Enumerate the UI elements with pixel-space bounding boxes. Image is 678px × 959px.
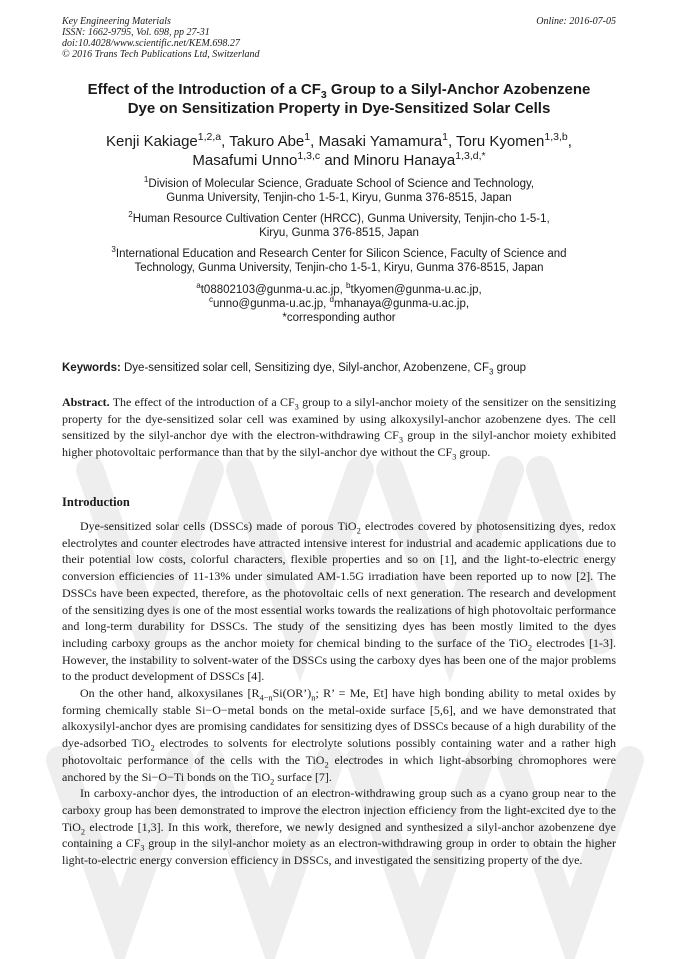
journal-doi: doi:10.4028/www.scientific.net/KEM.698.27 [62,38,240,49]
introduction-body [62,518,616,869]
affiliation-3: $^3$International Education and Research Center for Silicon Science, Faculty of Science and Technology, Gunma University, Tenjin-cho 1-5-1, Kiryu, Gunma 376-8515, Japan [111,245,567,274]
abstract: Abstract. The effect of the introduction of a $CF_3$ group to a silyl-anchor moiety of the sensitizer on the sensitizing property for the dye-sensitized solar cell was examined by using alkoxysilyl-anchor azobenzene dyes. The cell sensitized by the silyl-anchor dye with the electron-withdrawing $CF_3$ group in the silyl-anchor moiety exhibited higher photovoltaic performance than that by the silyl-anchor dye without the $CF_3$ group. [62,395,617,462]
author-list: Kenji Kakiage$^{1,2,a}$, Takuro Abe$^1$, Masaki Yamamura$^1$, Toru Kyomen$^{1,3,b}$, Masafumi Unno$^{1,3,c}$ and Minoru Hanaya$^{1,3,d,*}$ [106,131,572,169]
journal-name: Key Engineering Materials [62,16,171,27]
email-b[interactable]: tkyomen@gunma-u.ac.jp, [350,284,482,296]
intro-paragraph-3: In carboxy-anchor dyes, the introduction of an electron-withdrawing group such as a cyano group near to the carboxy group has been demonstrated to improve the electron injection efficiency from the light-excited dye to the TiO$_2$ electrode [1,3]. In this work, therefore, we newly designed and synthesized a silyl-anchor azobenzene dye containing a $CF_3$ group in the silyl-anchor moiety as an electron-withdrawing group in order to obtain the higher light-to-electric energy conversion efficiency in DSSCs, and investigated the sensitizing property of the dye. [62,786,616,868]
journal-header [62,16,260,60]
intro-paragraph-2: On the other hand, alkoxysilanes [$R_{4-n}Si(OR’)_n$; R’ = Me, Et] have high bonding ability to metal oxides by forming chemically stable Si−O−metal bonds on the metal-oxide surface [5,6], and we have demonstrated that alkoxysilyl-anchor dyes are promising candidates for sensitizing dyes of DSSCs because of a high durability of the dye-adsorbed TiO$_2$ electrodes to solvents for electrolyte solutions possibly containing water and a rather high photovoltaic performance of the cells with the TiO$_2$ electrodes in which light-absorbing chromophores were anchored by the Si−O−Ti bonds on the TiO$_2$ surface [7]. [62,686,616,786]
online-date: Online: 2016-07-05 [536,16,616,27]
journal-issn: ISSN: 1662-9795, Vol. 698, pp 27-31 [62,27,210,38]
email-d[interactable]: mhanaya@gunma-u.ac.jp, [333,298,470,310]
keywords: Keywords: Dye-sensitized solar cell, Sensitizing dye, Silyl-anchor, Azobenzene, $CF_3$ group [62,362,527,377]
intro-paragraph-1: Dye-sensitized solar cells (DSSCs) made of porous TiO$_2$ electrodes covered by photosensitizing dyes, redox electrolytes and counter electrodes have attracted intensive interest for industrial and academic applications due to their potential low costs, colorful characters, flexible properties and so on [1], and the light-to-electric energy conversion efficiencies of 11-13% under simulated AM-1.5G irradiation have been reported up to now [2]. The DSSCs have been expected, therefore, as the photovoltaic cells of next generation. The research and development of the sensitizing dyes is one of the most essential works towards the realizations of high photovoltaic performance and long-term durability for DSSCs. The study of the sensitizing dyes has been mostly limited to the dyes including carboxy groups as the anchor moiety for chemical binding to the surface of the TiO$_2$ electrodes [1-3]. However, the instability to solvent-water of the DSSCs using the carboxy dyes has been one of the major problems to the product development of DSSCs [4]. [62,519,617,684]
section-heading-introduction: Introduction [62,495,130,509]
email-block: $^a$t08802103@gunma-u.ac.jp, $^b$tkyomen@gunma-u.ac.jp, $^c$unno@gunma-u.ac.jp, $^d$mhanaya@gunma-u.ac.jp, *corresponding author [196,281,482,324]
paper-title: Effect of the Introduction of a $CF_3$ Group to a Silyl-Anchor Azobenzene Dye on Sensitization Property in Dye-Sensitized Solar Cells [87,81,591,117]
email-c[interactable]: unno@gunma-u.ac.jp, [212,298,330,310]
journal-copyright: © 2016 Trans Tech Publications Ltd, Switzerland [62,49,260,60]
corresponding-note: *corresponding author [282,312,396,324]
email-a[interactable]: t08802103@gunma-u.ac.jp, [200,284,347,296]
affiliation-1: $^1$Division of Molecular Science, Graduate School of Science and Technology, Gunma University, Tenjin-cho 1-5-1, Kiryu, Gunma 376-8515, Japan [143,175,535,204]
affiliation-2: $^2$Human Resource Cultivation Center (HRCC), Gunma University, Tenjin-cho 1-5-1, Kiryu, Gunma 376-8515, Japan [128,210,550,239]
